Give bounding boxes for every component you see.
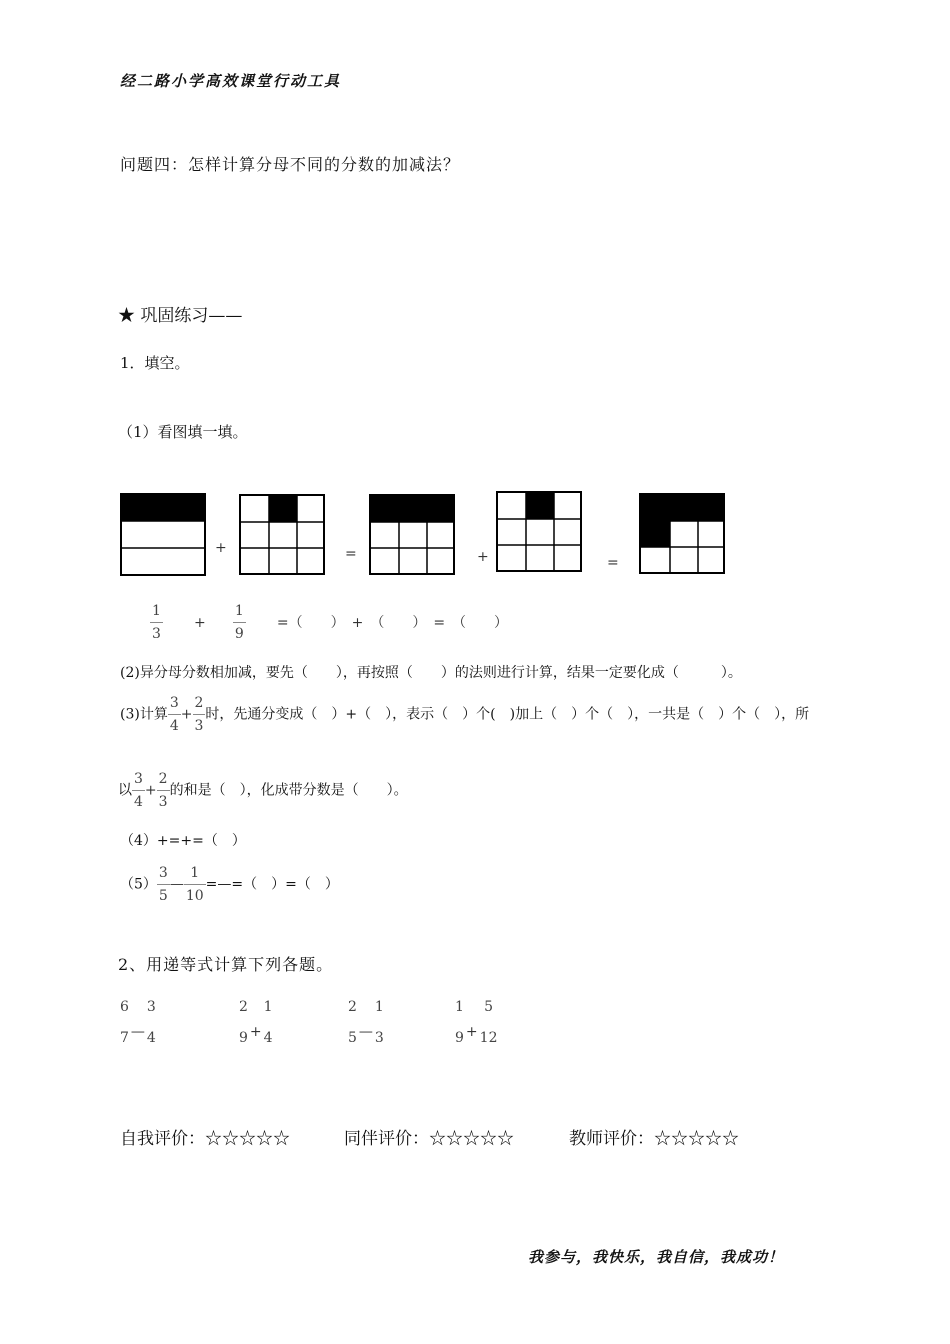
figure-equals-2: =: [607, 555, 619, 571]
sub-question-one: （1）看图填一填。: [118, 423, 248, 441]
grid-four-ninths: [639, 493, 727, 575]
peer-evaluation: 同伴评价：☆☆☆☆☆: [344, 1129, 514, 1149]
section-title: ★ 巩固练习——: [118, 306, 243, 326]
item-two-title: 2、用递等式计算下列各题。: [118, 955, 334, 974]
fraction: $\frac{2}{3}$: [158, 771, 168, 810]
sub-question-four: （4）+=+=（ ）: [120, 833, 246, 849]
exercise-4: 1 9 + 5 12: [455, 999, 498, 1046]
item-one-title: 1．填空。: [120, 354, 190, 372]
fraction: 2 9: [239, 999, 248, 1046]
grid-one-ninth-b: [496, 491, 584, 573]
exercise-2: 2 9 + 1 4: [239, 999, 273, 1046]
fraction: 3 4: [146, 999, 156, 1046]
fraction: 2 5: [348, 999, 357, 1046]
fraction: $\frac{1}{10}$: [185, 865, 204, 904]
sub-question-three: (3)计算 $\frac{3}{4}$ + $\frac{2}{3}$ 时，先通分变成（ ）+（ ），表示（ ）个( )加上（ ）个（ ），一共是（ ）个（ ），所: [120, 695, 810, 734]
fraction: $\frac{1}{3}$: [152, 603, 161, 642]
grid-three-ninths: [369, 494, 457, 576]
grid-one-ninth: [239, 494, 327, 576]
grid-one-third: [120, 493, 208, 577]
fraction: $\frac{2}{3}$: [194, 695, 204, 734]
self-evaluation: 自我评价：☆☆☆☆☆: [120, 1129, 290, 1149]
figure-plus-1: +: [215, 540, 227, 556]
figure-equation: $\frac{1}{3}$ + $\frac{1}{9}$ =（ ） + （ ） = （ ）: [152, 603, 509, 642]
sub-question-three-cont: 以 $\frac{3}{4}$ + $\frac{2}{3}$ 的和是（ ），化成带分数是（ ）。: [118, 771, 408, 810]
sub-question-two: (2)异分母分数相加减，要先（ ），再按照（ ）的法则进行计算，结果一定要化成（ ）。: [120, 665, 742, 681]
fraction: 6 7: [120, 999, 129, 1046]
fraction: $\frac{3}{4}$: [169, 695, 179, 734]
question-four: 问题四：怎样计算分母不同的分数的加减法？: [120, 155, 461, 174]
figure-plus-2: +: [477, 549, 489, 565]
teacher-evaluation: 教师评价：☆☆☆☆☆: [569, 1129, 739, 1149]
fraction: 1 4: [263, 999, 273, 1046]
fraction: $\frac{3}{4}$: [134, 771, 143, 810]
document-header: 经二路小学高效课堂行动工具: [120, 72, 342, 90]
sub-question-five: （5） $\frac{3}{5}$ — $\frac{1}{10}$ =—=（ ）=（ ）: [120, 865, 339, 904]
fraction: $\frac{1}{9}$: [234, 603, 244, 642]
fraction: $\frac{3}{5}$: [158, 865, 168, 904]
figure-equals-1: =: [345, 546, 357, 562]
footer-slogan: 我参与，我快乐，我自信，我成功！: [528, 1248, 785, 1266]
fraction: 1 9: [455, 999, 464, 1046]
fraction: 1 3: [374, 999, 384, 1046]
exercise-1: 6 7 — 3 4: [120, 999, 156, 1046]
exercise-3: 2 5 — 1 3: [348, 999, 384, 1046]
fraction: 5 12: [479, 999, 498, 1046]
